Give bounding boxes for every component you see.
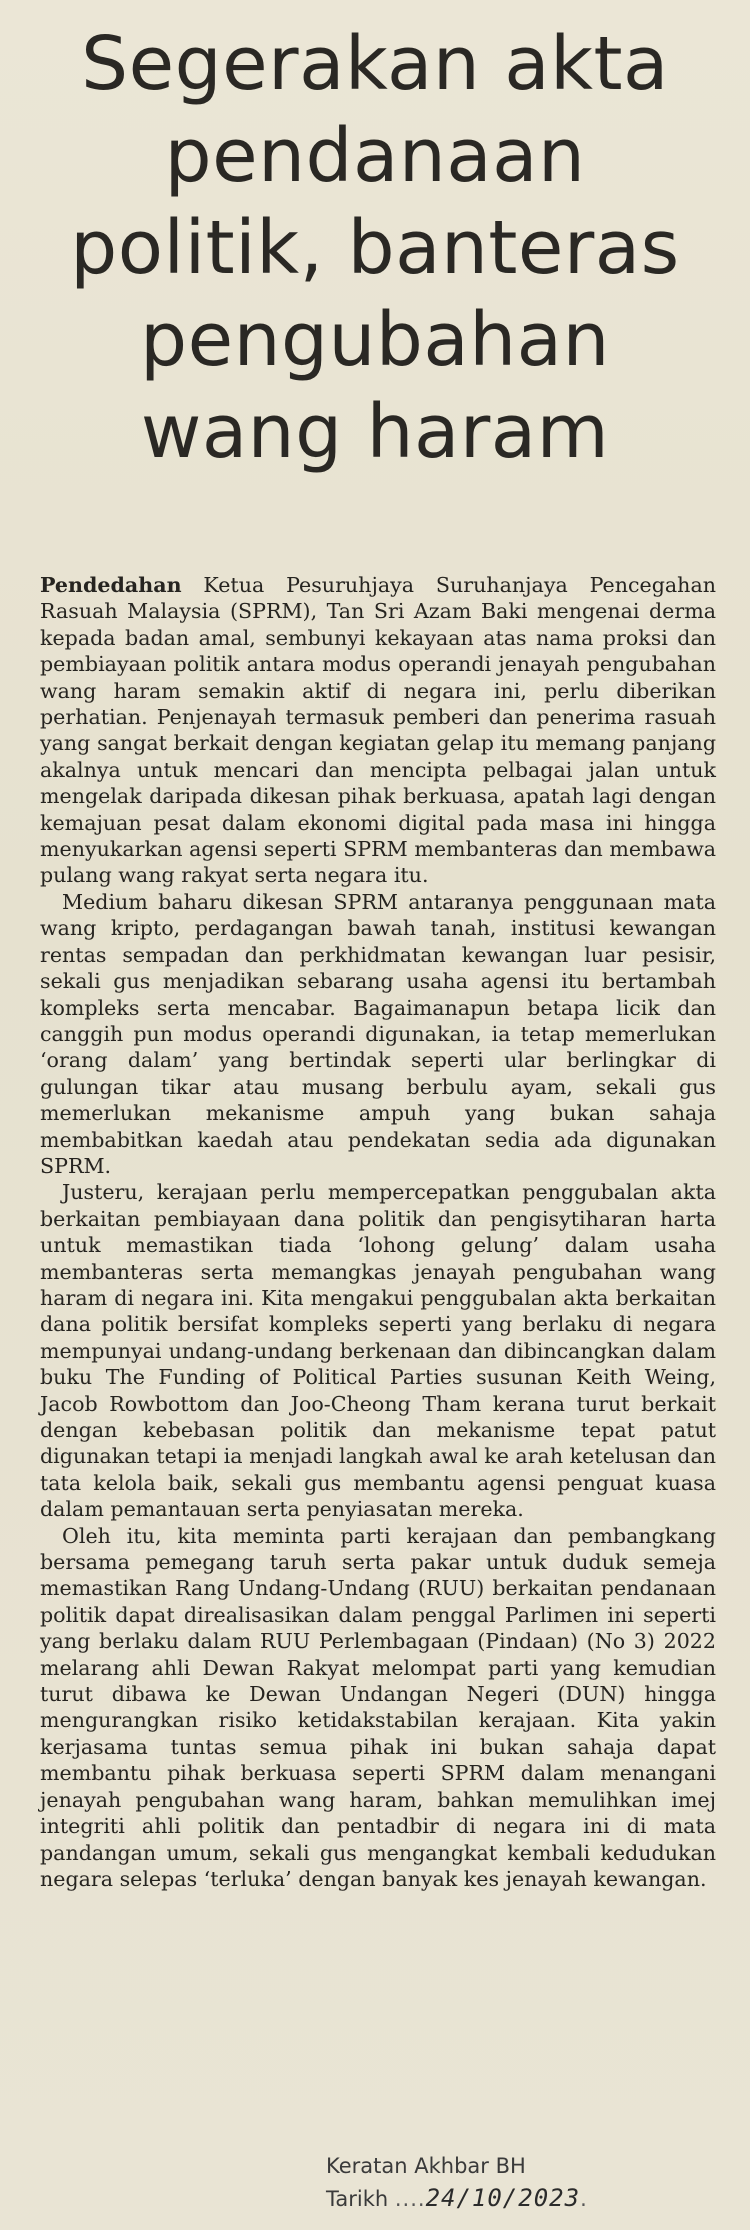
stamp-source: Keratan Akhbar BH bbox=[326, 2154, 526, 2178]
stamp-dots: .... bbox=[394, 2187, 426, 2211]
headline-line: Segerakan akta bbox=[81, 21, 669, 107]
article-paragraph: Oleh itu, kita meminta parti kerajaan dan pembangkang bersama pemegang taruh serta pakar untuk duduk semeja memastikan Rang Undang-Undang (RUU) berkaitan pendanaan politik dapat direalisasikan dalam penggal Parlimen ini seperti yang berlaku dalam RUU Perlembagaan (Pindaan) (No 3) 2022 melarang ahli Dewan Rakyat melompat parti yang kemudian turut dibawa ke Dewan Undangan Negeri (DUN) hingga mengurangkan risiko ketidakstabilan kerajaan. Kita yakin kerjasama tuntas semua pihak ini bukan sahaja dapat membantu pihak berkuasa seperti SPRM dalam menangani jenayah pengubahan wang haram, bahkan memulihkan imej integriti ahli politik dan pentadbir di negara ini di mata pandangan umum, sekali gus mengangkat kembali kedudukan negara selepas ‘terluka’ dengan banyak kes jenayah kewangan. bbox=[40, 1523, 716, 1891]
stamp-date-label: Tarikh bbox=[326, 2187, 389, 2211]
stamp-trailing-dots: . bbox=[580, 2187, 588, 2211]
clipping-stamp bbox=[326, 2150, 656, 2215]
stamp-date-value: 24/10/2023 bbox=[425, 2184, 581, 2212]
headline-line: politik, banteras bbox=[70, 205, 680, 291]
article-paragraph: Medium baharu dikesan SPRM antaranya penggunaan mata wang kripto, perdagangan bawah tanah, institusi kewangan rentas sempadan dan perkhidmatan kewangan luar pesisir, sekali gus menjadikan sebarang usaha agensi itu bertambah kompleks serta mencabar. Bagaimanapun betapa licik dan canggih pun modus operandi digunakan, ia tetap memerlukan ‘orang dalam’ yang bertindak seperti ular berlingkar di gulungan tikar atau musang berbulu ayam, sekali gus memerlukan mekanisme ampuh yang bukan sahaja membabitkan kaedah atau pendekatan sedia ada digunakan SPRM. bbox=[40, 889, 716, 1178]
headline bbox=[20, 18, 730, 478]
headline-line: pendanaan bbox=[164, 113, 586, 199]
article-body bbox=[40, 572, 716, 1892]
headline-line: pengubahan bbox=[140, 297, 610, 383]
article-paragraph bbox=[40, 572, 716, 889]
article-paragraph: Justeru, kerajaan perlu mempercepatkan penggubalan akta berkaitan pembiayaan dana politik dan pengisytiharan harta untuk memastikan tiada ‘lohong gelung’ dalam usaha membanteras serta memangkas jenayah pengubahan wang haram di negara ini. Kita mengakui penggubalan akta berkaitan dana politik bersifat kompleks seperti yang berlaku di negara mempunyai undang-undang berkenaan dan dibincangkan dalam buku The Funding of Political Parties susunan Keith Weing, Jacob Rowbottom dan Joo-Cheong Tham kerana turut berkait dengan kebebasan politik dan mekanisme tepat patut digunakan tetapi ia menjadi langkah awal ke arah ketelusan dan tata kelola baik, sekali gus membantu agensi penguat kuasa dalam pemantauan serta penyiasatan mereka. bbox=[40, 1180, 716, 1522]
stamp-date-line bbox=[326, 2182, 656, 2215]
lead-word: Pendedahan bbox=[40, 573, 182, 597]
headline-line: wang haram bbox=[140, 389, 610, 475]
paragraph-text: Ketua Pesuruhjaya Suruhanjaya Pencegahan Rasuah Malaysia (SPRM), Tan Sri Azam Baki mengenai derma kepada badan amal, sembunyi kekayaan atas nama proksi dan pembiayaan politik antara modus operandi jenayah pengubahan wang haram semakin aktif di negara ini, perlu diberikan perhatian. Penjenayah termasuk pemberi dan penerima rasuah yang sangat berkait dengan kegiatan gelap itu memang panjang akalnya untuk mencari dan mencipta pelbagai jalan untuk mengelak daripada dikesan pihak berkuasa, apatah lagi dengan kemajuan pesat dalam ekonomi digital pada masa ini hingga menyukarkan agensi seperti SPRM membanteras dan membawa pulang wang rakyat serta negara itu. bbox=[40, 573, 716, 888]
